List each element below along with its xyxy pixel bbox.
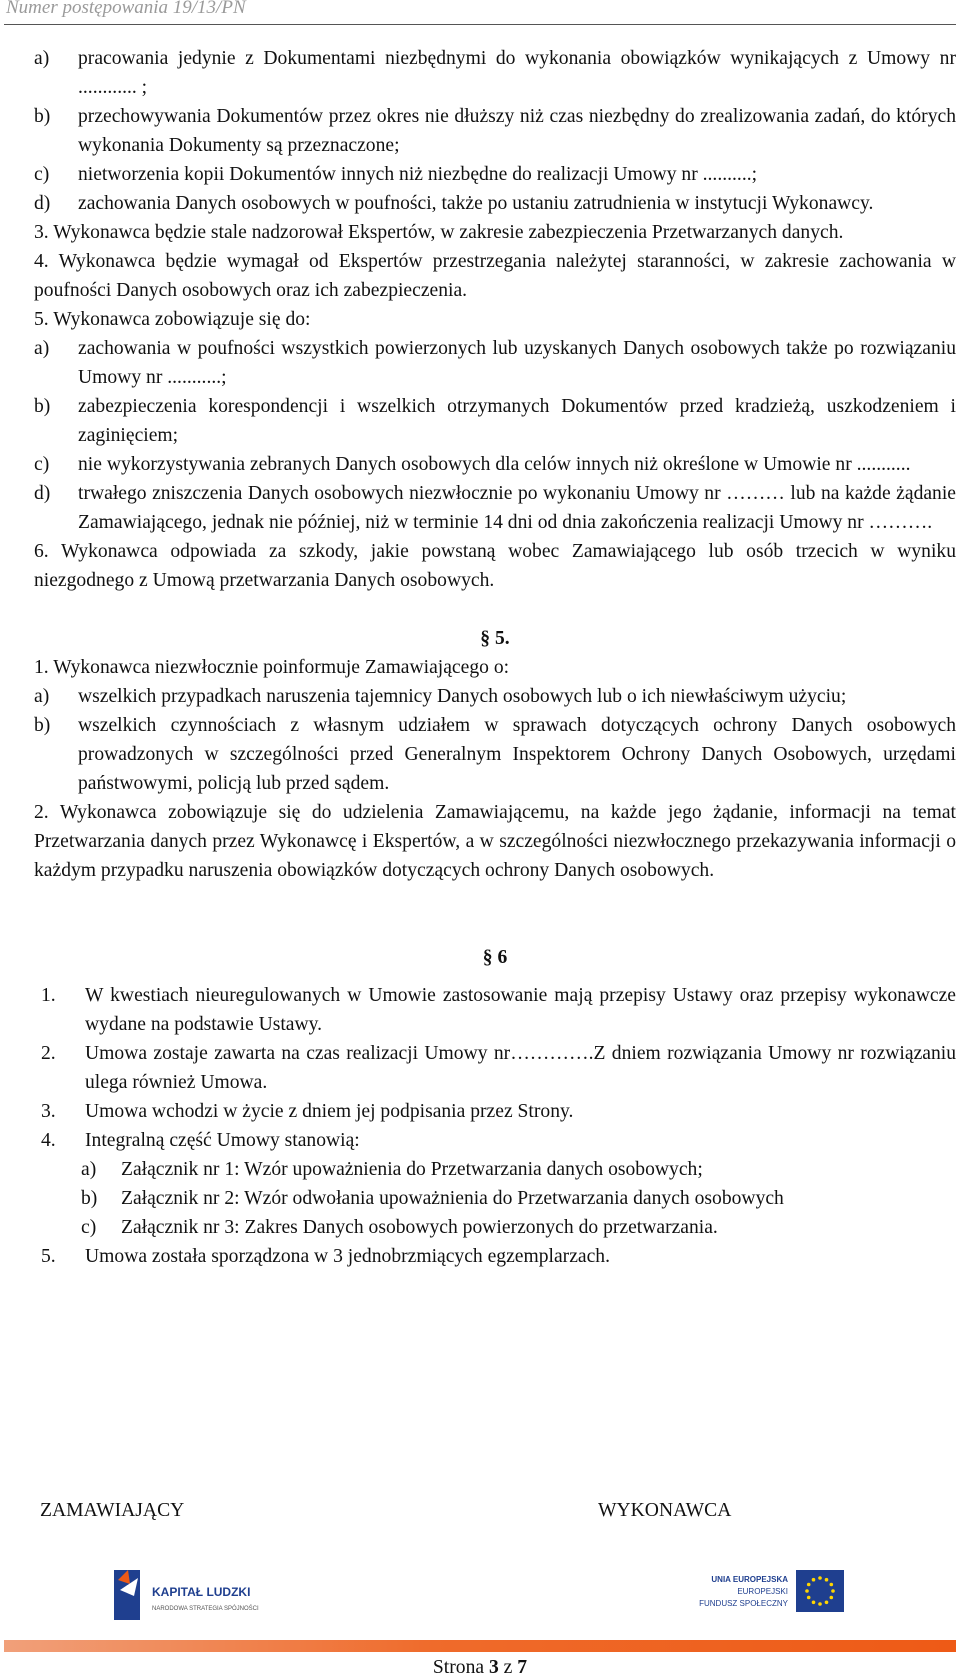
list-text: przechowywania Dokumentów przez okres nie dłuższy niż czas niezbędny do zrealizowania zadań, do których wykonania Dokumenty są przeznaczone; (78, 106, 956, 156)
list-item (34, 653, 956, 682)
eu-star (807, 1596, 811, 1600)
section-5-heading: § 5. (480, 628, 510, 649)
footer-page-total: 7 (517, 1657, 528, 1678)
list-marker: a) (81, 1159, 97, 1180)
list-text: Umowa została sporządzona w 3 jednobrzmiących egzemplarzach. (85, 1246, 610, 1267)
list-text: Wykonawca niezwłocznie poinformuje Zamawiającego o: (53, 657, 510, 678)
footer-sep: z (503, 1657, 513, 1678)
list-part-1 (34, 44, 956, 218)
list-text: wszelkich przypadkach naruszenia tajemnicy Danych osobowych lub o ich niewłaściwym użyciu; (78, 686, 847, 707)
document-body (34, 44, 956, 1271)
list-marker: c) (34, 164, 50, 185)
list-text: wszelkich czynnościach z własnym udziałem w sprawach dotyczących ochrony Danych osobowych prowadzonych w szczególności przed Generalnym Inspektorem Ochrony Danych Osobowych, urzędami państwowymi, policją lub przed sądem. (78, 715, 956, 794)
list-part-3 (34, 334, 956, 537)
list-item (34, 218, 956, 247)
logo-strip (0, 1566, 960, 1626)
list-item (34, 44, 956, 102)
kapital-ludzki-logo (114, 1570, 259, 1620)
list-marker: d) (34, 483, 51, 504)
list-part-4 (34, 537, 956, 595)
eu-line-2: EUROPEJSKI (737, 1587, 788, 1596)
list-marker: d) (34, 193, 51, 214)
list-text: Załącznik nr 3: Zakres Danych osobowych powierzonych do przetwarzania. (121, 1217, 718, 1238)
list-text: nietworzenia kopii Dokumentów innych niż niezbędne do realizacji Umowy nr ..........; (78, 164, 758, 185)
eu-star (825, 1601, 829, 1605)
list-item (41, 1155, 956, 1184)
list-item (34, 102, 956, 160)
list-part-10 (34, 1242, 956, 1271)
list-marker: a) (34, 338, 50, 359)
logos-svg (0, 1566, 960, 1626)
list-marker: a) (34, 48, 50, 69)
list-part-2 (34, 218, 956, 334)
list-text: Wykonawca zobowiązuje się do: (53, 309, 311, 330)
footer-prefix: Strona (432, 1657, 485, 1678)
list-part-7 (34, 798, 956, 885)
page-header (4, 0, 956, 25)
eu-star (818, 1576, 822, 1580)
list-marker: 6. (34, 541, 49, 562)
list-text: pracowania jedynie z Dokumentami niezbędnymi do wykonania obowiązków wynikających z Umowy nr ............ ; (78, 48, 956, 98)
list-text: Wykonawca zobowiązuje się do udzielenia Zamawiającemu, na każde jego żądanie, informacji na temat Przetwarzania danych przez Wykonawcę i Ekspertów, a w szczególności niezwłocznego przekazywania informacji o każdym przypadku naruszenia obowiązków dotyczących ochrony Danych osobowych. (34, 802, 956, 881)
list-part-8 (34, 981, 956, 1155)
list-item (41, 981, 956, 1039)
list-item (41, 1213, 956, 1242)
list-text: nie wykorzystywania zebranych Danych osobowych dla celów innych niż określone w Umowie nr ........... (78, 454, 911, 475)
kl-title: KAPITAŁ LUDZKI (152, 1585, 251, 1599)
eu-star (807, 1583, 811, 1587)
list-item (41, 1039, 956, 1097)
list-text: zabezpieczenia korespondencji i wszelkich otrzymanych Dokumentów przed kradzieżą, uszkodzeniem i zaginięciem; (78, 396, 956, 446)
list-marker: 3. (34, 222, 49, 243)
list-marker: b) (34, 715, 51, 736)
list-item (41, 1097, 956, 1126)
list-item (34, 450, 956, 479)
list-text: Wykonawca odpowiada za szkody, jakie powstaną wobec Zamawiającego lub osób trzecich w wyniku niezgodnego z Umową przetwarzania Danych osobowych. (34, 541, 956, 591)
case-number: Numer postępowania 19/13/PN (6, 0, 246, 18)
list-item (34, 160, 956, 189)
eu-star (825, 1578, 829, 1582)
list-marker: 5. (41, 1246, 56, 1267)
list-marker: a) (34, 686, 50, 707)
list-item (34, 247, 956, 305)
section-6-heading: § 6 (482, 947, 508, 968)
eu-efs-logo (699, 1570, 844, 1612)
eu-star (831, 1589, 835, 1593)
list-text: Umowa zostaje zawarta na czas realizacji Umowy nr………….Z dniem rozwiązania Umowy nr rozwiązaniu ulega również Umowa. (85, 1043, 956, 1093)
list-marker: b) (34, 106, 51, 127)
list-marker: 5. (34, 309, 49, 330)
list-text: Załącznik nr 2: Wzór odwołania upoważnienia do Przetwarzania danych osobowych (121, 1188, 784, 1209)
list-marker: 2. (34, 802, 49, 823)
list-text: W kwestiach nieuregulowanych w Umowie zastosowanie mają przepisy Ustawy oraz przepisy wykonawcze wydane na podstawie Ustawy. (85, 985, 956, 1035)
list-item (34, 682, 956, 711)
list-part-6 (34, 682, 956, 798)
list-marker: b) (34, 396, 51, 417)
list-item (34, 537, 956, 595)
list-marker: c) (81, 1217, 97, 1238)
list-text: zachowania w poufności wszystkich powierzonych lub uzyskanych Danych osobowych także po rozwiązaniu Umowy nr ...........; (78, 338, 956, 388)
eu-star (812, 1601, 816, 1605)
list-item (34, 798, 956, 885)
footer-stripe (4, 1640, 956, 1652)
signature-zamawiajacy: ZAMAWIAJĄCY (40, 1500, 185, 1521)
list-text: Wykonawca będzie stale nadzorował Ekspertów, w zakresie zabezpieczenia Przetwarzanych danych. (53, 222, 844, 243)
list-marker: c) (34, 454, 50, 475)
list-text: trwałego zniszczenia Danych osobowych niezwłocznie po wykonaniu Umowy nr ……… lub na każde żądanie Zamawiającego, jednak nie później, niż w terminie 14 dni od dnia zakończenia realizacji Umowy nr ………. (78, 483, 956, 533)
list-item (34, 305, 956, 334)
eu-line-3: FUNDUSZ SPOŁECZNY (699, 1599, 788, 1608)
eu-star (805, 1589, 809, 1593)
list-marker: 4. (41, 1130, 56, 1151)
list-item (41, 1126, 956, 1155)
page-footer (0, 1656, 960, 1680)
list-item (34, 711, 956, 798)
footer-page-number: 3 (488, 1657, 499, 1678)
eu-star (830, 1596, 834, 1600)
list-marker: 1. (34, 657, 49, 678)
kl-subtitle: NARODOWA STRATEGIA SPÓJNOŚCI (152, 1606, 259, 1612)
list-marker: 1. (41, 985, 56, 1006)
list-text: Wykonawca będzie wymagał od Ekspertów przestrzegania należytej staranności, w zakresie zachowania w poufności Danych osobowych oraz ich zabezpieczenia. (34, 251, 956, 301)
list-item (34, 189, 956, 218)
list-text: Integralną część Umowy stanowią: (85, 1130, 360, 1151)
list-item (41, 1242, 956, 1271)
list-marker: b) (81, 1188, 98, 1209)
list-part-5 (34, 653, 956, 682)
list-item (34, 334, 956, 392)
eu-line-1: UNIA EUROPEJSKA (711, 1575, 788, 1584)
list-marker: 4. (34, 251, 49, 272)
list-marker: 3. (41, 1101, 56, 1122)
list-part-9 (34, 1155, 956, 1242)
eu-star (818, 1602, 822, 1606)
list-text: Umowa wchodzi w życie z dniem jej podpisania przez Strony. (85, 1101, 574, 1122)
list-item (34, 392, 956, 450)
list-marker: 2. (41, 1043, 56, 1064)
list-text: zachowania Danych osobowych w poufności, także po ustaniu zatrudnienia w instytucji Wykonawcy. (78, 193, 874, 214)
list-item (34, 479, 956, 537)
eu-star (812, 1578, 816, 1582)
signature-wykonawca: WYKONAWCA (598, 1500, 732, 1521)
eu-star (830, 1583, 834, 1587)
list-text: Załącznik nr 1: Wzór upoważnienia do Przetwarzania danych osobowych; (121, 1159, 703, 1180)
list-item (41, 1184, 956, 1213)
